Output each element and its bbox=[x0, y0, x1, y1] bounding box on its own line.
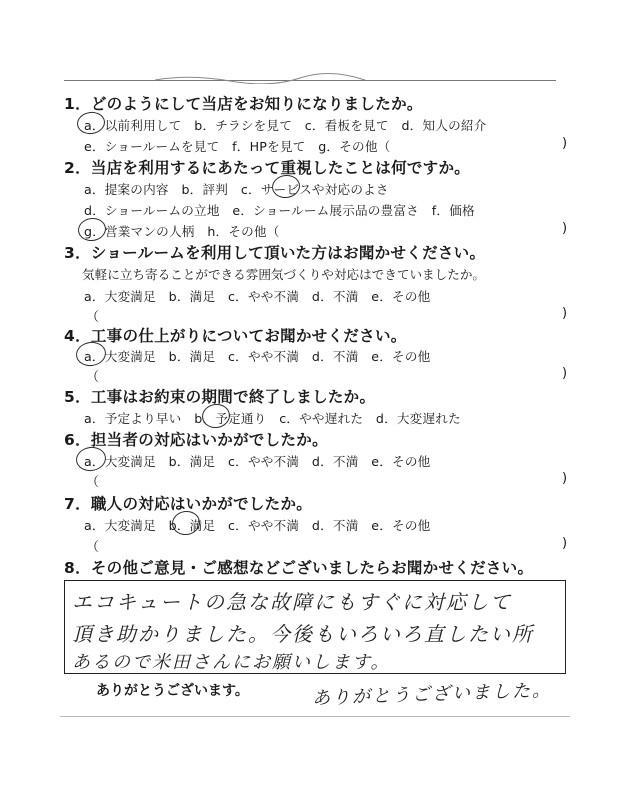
question-7-open-paren: （ bbox=[86, 540, 100, 555]
question-6-options: a．大変満足 b．満足 c．やや不満 d．不満 e．その他 bbox=[84, 454, 431, 469]
question-6-open-paren: （ bbox=[86, 475, 100, 490]
question-2-title: 2．当店を利用するにあたって重視したことは何ですか。 bbox=[64, 159, 471, 177]
question-7-title: 7．職人の対応はいかがでしたか。 bbox=[64, 495, 313, 513]
question-1-options-line2: e．ショールームを見て f．HPを見て g．その他（ bbox=[84, 139, 391, 154]
question-4-options: a．大変満足 b．満足 c．やや不満 d．不満 e．その他 bbox=[84, 349, 431, 364]
handwritten-comment-line3: あるので米田さんにお願いします。 bbox=[72, 652, 391, 673]
question-1-close-paren: ) bbox=[562, 136, 568, 151]
question-6-close-paren: ) bbox=[562, 471, 568, 486]
closing-thanks-printed: ありがとうございます。 bbox=[96, 683, 249, 699]
question-3-subtext: 気軽に立ち寄ることができる雰囲気づくりや対応はできていましたか。 bbox=[82, 267, 485, 282]
handwritten-comment-line1: エコキュートの急な故障にもすぐに対応して bbox=[72, 590, 512, 614]
top-scribble-mark bbox=[150, 72, 370, 84]
question-2-options-line1: a．提案の内容 b．評判 c．サービスや対応のよさ bbox=[84, 182, 389, 197]
closing-thanks-handwritten: ありがとうございました。 bbox=[311, 679, 553, 710]
question-4-title: 4．工事の仕上がりについてお聞かせください。 bbox=[64, 327, 407, 345]
question-3-close-paren: ) bbox=[562, 306, 568, 321]
question-7-options: a．大変満足 b．満足 c．やや不満 d．不満 e．その他 bbox=[84, 518, 431, 533]
question-2-close-paren: ) bbox=[562, 221, 568, 236]
question-2-options-line2: d．ショールームの立地 e．ショールーム展示品の豊富さ f．価格 bbox=[84, 203, 475, 218]
question-1-options-line1: a．以前利用して b．チラシを見て c．看板を見て d．知人の紹介 bbox=[84, 118, 487, 133]
question-6-title: 6．担当者の対応はいかがでしたか。 bbox=[64, 431, 328, 449]
question-1-title: 1．どのようにして当店をお知りになりましたか。 bbox=[64, 95, 423, 113]
question-5-options: a．予定より早い b．予定通り c．やや遅れた d．大変遅れた bbox=[84, 411, 461, 426]
question-4-open-paren: （ bbox=[86, 370, 100, 385]
question-2-options-line3: g．営業マンの人柄 h．その他（ bbox=[84, 224, 280, 239]
handwritten-comment-line2: 頂き助かりました。今後もいろいろ直したい所 bbox=[72, 622, 534, 646]
question-8-title: 8．その他ご意見・ご感想などございましたらお聞かせください。 bbox=[64, 559, 534, 577]
bottom-rule bbox=[60, 716, 570, 717]
question-5-title: 5．工事はお約束の期間で終了しましたか。 bbox=[64, 388, 376, 406]
question-7-close-paren: ) bbox=[562, 536, 568, 551]
question-3-options: a．大変満足 b．満足 c．やや不満 d．不満 e．その他 bbox=[84, 289, 431, 304]
question-3-title: 3．ショールームを利用して頂いた方はお聞かせください。 bbox=[64, 244, 486, 262]
question-4-close-paren: ) bbox=[562, 366, 568, 381]
question-3-open-paren: （ bbox=[86, 310, 100, 325]
